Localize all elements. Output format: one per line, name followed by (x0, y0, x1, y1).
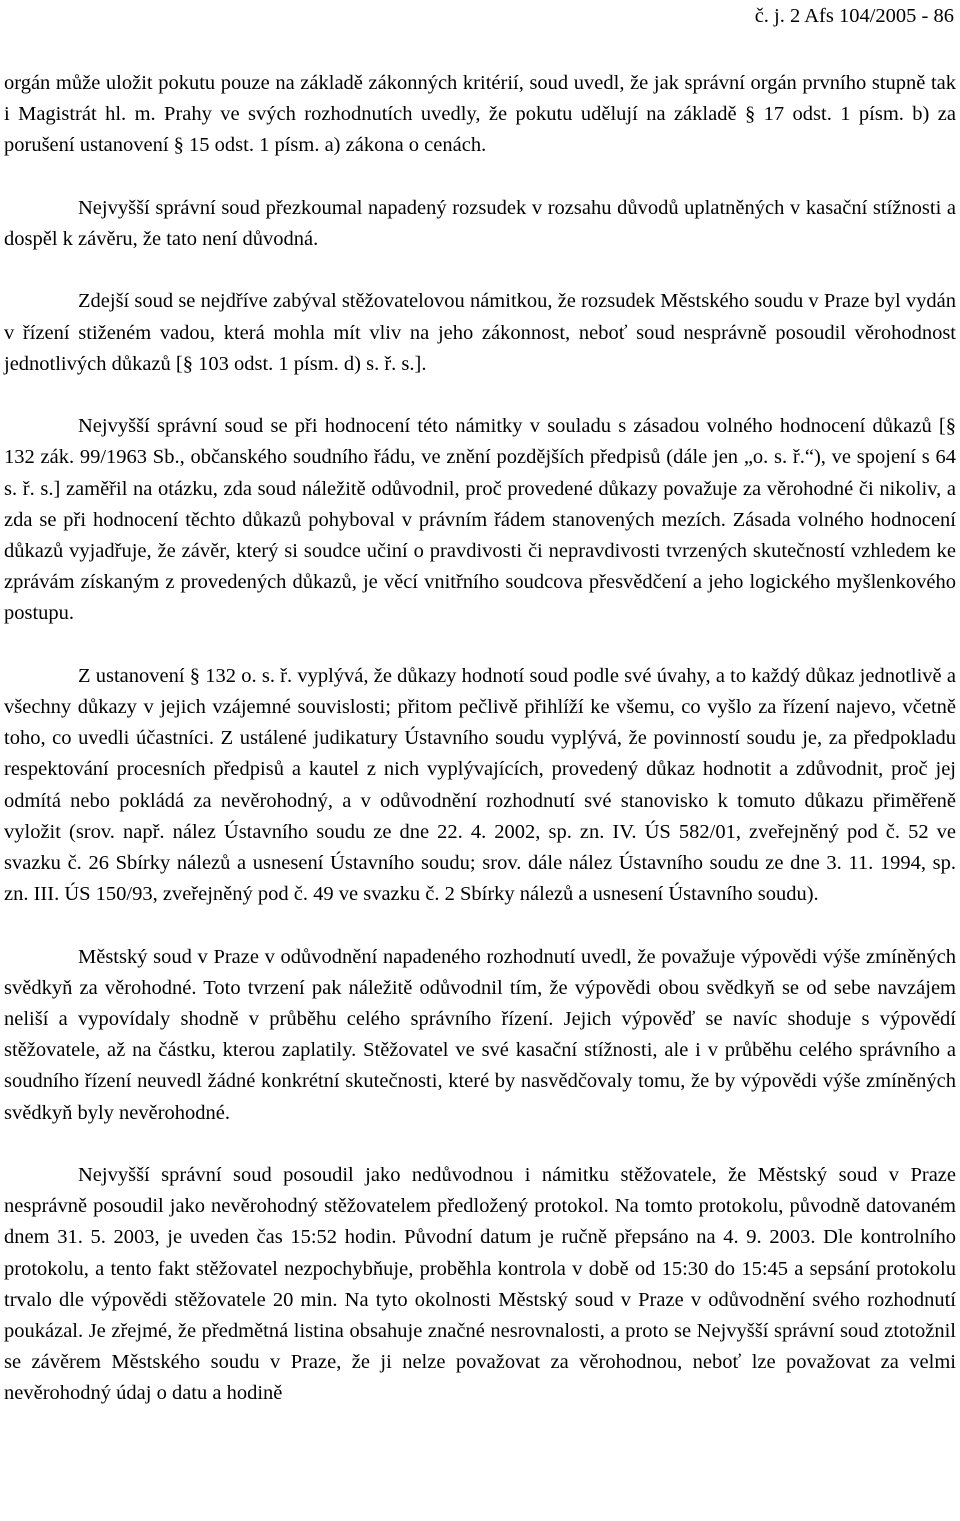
paragraph-2: Nejvyšší správní soud přezkoumal napadený rozsudek v rozsahu důvodů uplatněných v kasační stížnosti a dospěl k závěru, že tato není důvodná. (4, 196, 956, 250)
paragraph-gap (4, 1129, 956, 1160)
case-reference: č. j. 2 Afs 104/2005 - 86 (754, 5, 954, 27)
paragraph-gap (4, 255, 956, 286)
paragraph-gap (4, 162, 956, 193)
paragraph-6: Městský soud v Praze v odůvodnění napadeného rozhodnutí uvedl, že považuje výpovědi výše zmíněných svědkyň za věrohodné. Toto tvrzení pak náležitě odůvodnil tím, že výpovědi obou svědkyň se od sebe navzájem neliší a vypovídaly shodně v průběhu celého správního řízení. Jejich výpověď se navíc shoduje s výpovědí stěžovatele, až na částku, kterou zaplatily. Stěžovatel ve své kasační stížnosti, ale i v průběhu celého správního a soudního řízení neuvedl žádné konkrétní skutečnosti, které by nasvědčovaly tomu, že by výpovědi výše zmíněných svědkyň byly nevěrohodné. (4, 945, 956, 1124)
paragraph-5: Z ustanovení § 132 o. s. ř. vyplývá, že důkazy hodnotí soud podle své úvahy, a to každý důkaz jednotlivě a všechny důkazy v jejich vzájemné souvislosti; přitom pečlivě přihlíží ke všemu, co vyšlo za řízení najevo, včetně toho, co uvedli účastníci. Z ustálené judikatury Ústavního soudu vyplývá, že povinností soudu je, za předpokladu respektování procesních předpisů a kautel z nich vyplývajících, provedený důkaz hodnotit a zdůvodnit, proč jej odmítá nebo pokládá za nevěrohodný, a v odůvodnění rozhodnutí své stanovisko k tomuto důkazu přiměřeně vyložit (srov. např. nález Ústavního soudu ze dne 22. 4. 2002, sp. zn. IV. ÚS 582/01, zveřejněný pod č. 52 ve svazku č. 26 Sbírky nálezů a usnesení Ústavního soudu; srov. dále nález Ústavního soudu ze dne 3. 11. 1994, sp. zn. III. ÚS 150/93, zveřejněný pod č. 49 ve svazku č. 2 Sbírky nálezů a usnesení Ústavního soudu). (4, 664, 956, 906)
paragraph-gap (4, 380, 956, 411)
paragraph-gap (4, 630, 956, 661)
paragraph-gap (4, 910, 956, 941)
paragraph-3: Zdejší soud se nejdříve zabýval stěžovatelovou námitkou, že rozsudek Městského soudu v Praze byl vydán v řízení stiženém vadou, která mohla mít vliv na jeho zákonnost, neboť soud nesprávně posoudil věrohodnost jednotlivých důkazů [§ 103 odst. 1 písm. d) s. ř. s.]. (4, 290, 956, 375)
paragraph-1: orgán může uložit pokutu pouze na základě zákonných kritérií, soud uvedl, že jak správní orgán prvního stupně tak i Magistrát hl. m. Prahy ve svých rozhodnutích uvedly, že pokutu udělují na základě § 17 odst. 1 písm. b) za porušení ustanovení § 15 odst. 1 písm. a) zákona o cenách. (4, 72, 956, 157)
paragraph-7: Nejvyšší správní soud posoudil jako nedůvodnou i námitku stěžovatele, že Městský soud v Praze nesprávně posoudil jako nevěrohodný stěžovatelem předložený protokol. Na tomto protokolu, původně datovaném dnem 31. 5. 2003, je uveden čas 15:52 hodin. Původní datum je ručně přepsáno na 4. 9. 2003. Dle kontrolního protokolu, a tento fakt stěžovatel nezpochybňuje, proběhla kontrola v době od 15:30 do 15:45 a sepsání protokolu trvalo dle výpovědi stěžovatele 20 min. Na tyto okolnosti Městský soud v Praze v odůvodnění svého rozhodnutí poukázal. Je zřejmé, že předmětná listina obsahuje značné nesrovnalosti, a proto se Nejvyšší správní soud ztotožnil se závěrem Městského soudu v Praze, že ji nelze považovat za věrohodnou, neboť lze považovat za velmi nevěrohodný údaj o datu a hodině (4, 1164, 956, 1405)
document-body (4, 68, 956, 1410)
paragraph-4: Nejvyšší správní soud se při hodnocení této námitky v souladu s zásadou volného hodnocení důkazů [§ 132 zák. 99/1963 Sb., občanského soudního řádu, ve znění pozdějších předpisů (dále jen „o. s. ř.“), ve spojení s 64 s. ř. s.] zaměřil na otázku, zda soud náležitě odůvodnil, proč provedené důkazy považuje za věrohodné či nikoliv, a zda se při hodnocení těchto důkazů pohyboval v právním řádem stanovených mezích. Zásada volného hodnocení důkazů vyjadřuje, že závěr, který si soudce učiní o pravdivosti či nepravdivosti tvrzených skutečností vzhledem ke zprávám získaným z provedených důkazů, je věcí vnitřního soudcova přesvědčení a jeho logického myšlenkového postupu. (4, 415, 956, 625)
